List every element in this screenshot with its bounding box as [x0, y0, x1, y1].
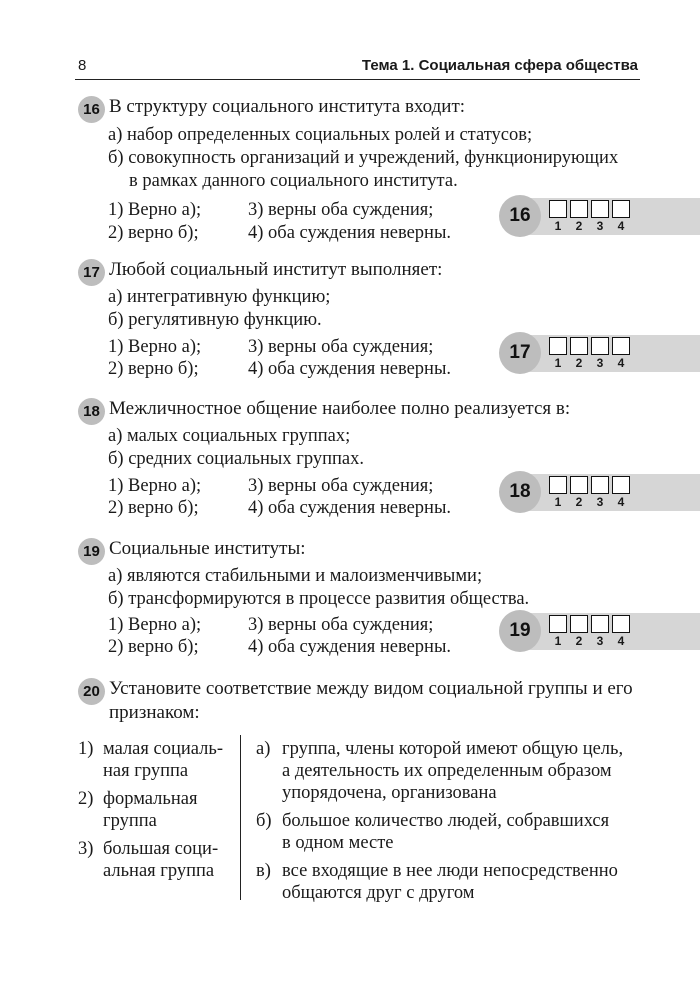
answer-box [499, 471, 700, 513]
left-item-2-line-2: группа [103, 811, 157, 831]
left-marker-3: 3) [78, 839, 94, 859]
option-b: б) средних социальных группах. [108, 449, 364, 469]
answer-cell-2[interactable] [570, 200, 588, 218]
answer-3: 3) верны оба суждения; [248, 337, 434, 357]
cell-label-2: 2 [575, 219, 583, 233]
right-marker-a: а) [256, 739, 271, 759]
left-item-3-line-2: альная группа [103, 861, 215, 881]
right-marker-v: в) [256, 861, 271, 881]
question-number-badge: 20 [78, 678, 105, 705]
cell-label-3: 3 [596, 634, 604, 648]
page-header [75, 55, 640, 80]
answer-box-number: 16 [499, 195, 541, 237]
answer-2: 2) верно б); [108, 637, 199, 657]
answer-3: 3) верны оба суждения; [248, 200, 434, 220]
cell-label-2: 2 [575, 634, 583, 648]
cell-label-1: 1 [554, 495, 562, 509]
answer-1: 1) Верно а); [108, 476, 202, 496]
left-marker-1: 1) [78, 739, 94, 759]
answer-box-number: 17 [499, 332, 541, 374]
column-divider [240, 735, 241, 900]
answer-2: 2) верно б); [108, 498, 199, 518]
question-text: В структуру социального института входит: [109, 96, 466, 117]
right-item-b-line-1: большое количество людей, собравшихся [282, 811, 610, 831]
cell-label-4: 4 [617, 495, 625, 509]
answer-cell-2[interactable] [570, 615, 588, 633]
answer-box [499, 195, 700, 237]
cell-label-2: 2 [575, 356, 583, 370]
option-a: а) набор определенных социальных ролей и статусов; [108, 125, 533, 145]
answer-4: 4) оба суждения неверны. [248, 637, 452, 657]
left-marker-2: 2) [78, 789, 94, 809]
right-item-b-line-2: в одном месте [282, 833, 394, 853]
question-text-line-1: Установите соответствие между видом социальной группы и его [109, 678, 633, 699]
answer-cell-3[interactable] [591, 337, 609, 355]
answer-1: 1) Верно а); [108, 615, 202, 635]
answer-cell-1[interactable] [549, 615, 567, 633]
right-item-v-line-1: все входящие в нее люди непосредственно [282, 861, 618, 881]
answer-1: 1) Верно а); [108, 337, 202, 357]
answer-cell-3[interactable] [591, 200, 609, 218]
answer-2: 2) верно б); [108, 359, 199, 379]
left-item-3-line-1: большая соци- [103, 839, 219, 859]
answer-cell-1[interactable] [549, 200, 567, 218]
cell-label-1: 1 [554, 219, 562, 233]
cell-label-3: 3 [596, 356, 604, 370]
left-item-1-line-2: ная группа [103, 761, 189, 781]
question-17 [78, 258, 648, 383]
answer-cell-1[interactable] [549, 476, 567, 494]
cell-label-4: 4 [617, 356, 625, 370]
question-number-badge: 17 [78, 259, 105, 286]
option-b: б) совокупность организаций и учреждений, функционирующих [108, 148, 619, 168]
cell-label-4: 4 [617, 219, 625, 233]
answer-box-number: 18 [499, 471, 541, 513]
question-text-line-2: признаком: [109, 702, 200, 723]
page-number: 8 [78, 57, 87, 74]
answer-4: 4) оба суждения неверны. [248, 223, 452, 243]
answer-4: 4) оба суждения неверны. [248, 359, 452, 379]
answer-cell-3[interactable] [591, 615, 609, 633]
left-item-2-line-1: формальная [103, 789, 198, 809]
answer-cell-4[interactable] [612, 615, 630, 633]
question-19 [78, 537, 648, 662]
right-item-a-line-1: группа, члены которой имеют общую цель, [282, 739, 624, 759]
option-a: а) интегративную функцию; [108, 287, 331, 307]
answer-4: 4) оба суждения неверны. [248, 498, 452, 518]
option-a: а) малых социальных группах; [108, 426, 351, 446]
right-item-a-line-2: а деятельность их определенным образом [282, 761, 612, 781]
question-16 [78, 95, 648, 245]
answer-cell-2[interactable] [570, 337, 588, 355]
answer-cell-4[interactable] [612, 200, 630, 218]
question-number-badge: 19 [78, 538, 105, 565]
right-item-a-line-3: упорядочена, организована [282, 783, 497, 803]
question-18 [78, 397, 648, 522]
answer-cell-4[interactable] [612, 337, 630, 355]
cell-label-4: 4 [617, 634, 625, 648]
cell-label-1: 1 [554, 356, 562, 370]
option-b: б) трансформируются в процессе развития общества. [108, 589, 530, 609]
chapter-title: Тема 1. Социальная сфера общества [361, 57, 638, 74]
cell-label-3: 3 [596, 219, 604, 233]
answer-box-number: 19 [499, 610, 541, 652]
right-marker-b: б) [256, 811, 272, 831]
answer-3: 3) верны оба суждения; [248, 615, 434, 635]
cell-label-1: 1 [554, 634, 562, 648]
answer-cell-4[interactable] [612, 476, 630, 494]
question-text: Любой социальный институт выполняет: [109, 259, 443, 280]
option-b-continued: в рамках данного социального института. [129, 171, 458, 191]
left-item-1-line-1: малая социаль- [103, 739, 223, 759]
cell-label-2: 2 [575, 495, 583, 509]
question-text: Социальные институты: [109, 538, 306, 559]
right-item-v-line-2: общаются друг с другом [282, 883, 475, 903]
answer-box [499, 332, 700, 374]
answer-3: 3) верны оба суждения; [248, 476, 434, 496]
cell-label-3: 3 [596, 495, 604, 509]
question-number-badge: 18 [78, 398, 105, 425]
answer-1: 1) Верно а); [108, 200, 202, 220]
question-number-badge: 16 [78, 96, 105, 123]
option-b: б) регулятивную функцию. [108, 310, 322, 330]
answer-cell-1[interactable] [549, 337, 567, 355]
option-a: а) являются стабильными и малоизменчивыми; [108, 566, 483, 586]
answer-2: 2) верно б); [108, 223, 199, 243]
question-20 [78, 677, 648, 727]
question-text: Межличностное общение наиболее полно реализуется в: [109, 398, 571, 419]
answer-box [499, 610, 700, 652]
answer-cell-2[interactable] [570, 476, 588, 494]
answer-cell-3[interactable] [591, 476, 609, 494]
